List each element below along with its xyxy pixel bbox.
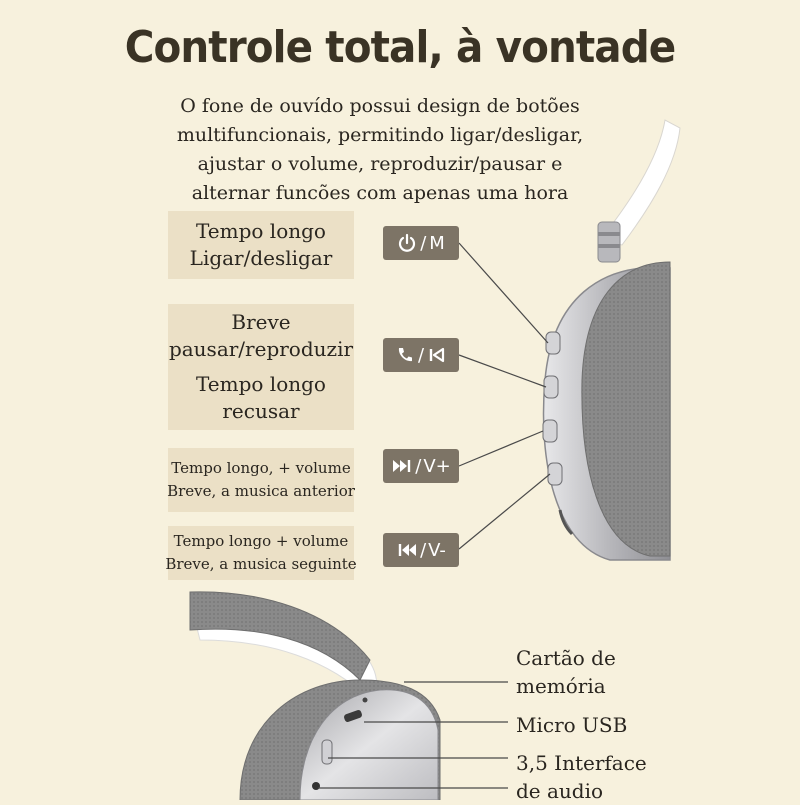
play-call-label-box: [168, 304, 354, 430]
page-title: Controle total, à vontade: [124, 22, 676, 73]
description-line: alternar funcões com apenas uma hora: [191, 182, 569, 204]
label-line: Tempo longo + volume: [173, 532, 349, 550]
micro-usb-label: [516, 711, 627, 739]
description-line: multifuncionais, permitindo ligar/desligar,: [176, 124, 584, 146]
mode-icon: M: [429, 232, 445, 254]
memory-card-label: [516, 644, 616, 700]
next-volume-label-box: [168, 448, 354, 512]
label-line: Breve: [231, 310, 291, 334]
label-line: Tempo longo: [196, 372, 326, 396]
description-line: O fone de ouvído possui design de botões: [180, 95, 580, 117]
label-line: Tempo longo, + volume: [171, 459, 351, 477]
label-line: memória: [516, 674, 606, 698]
control-callout-lines: [459, 243, 550, 549]
headband-connector: [598, 222, 620, 262]
audio-jack-label: [516, 749, 647, 805]
slash-icon: /: [420, 232, 427, 254]
description-line: ajustar o volume, reproduzir/pausar e: [197, 153, 563, 175]
previous-track-icon: [396, 540, 418, 560]
next-volume-up-icon: [383, 449, 459, 483]
next-track-icon: [391, 456, 413, 476]
power-label-box: [168, 211, 354, 279]
slash-icon: /: [415, 455, 422, 477]
description: [150, 92, 610, 208]
label-line: 3,5 Interface: [516, 751, 647, 775]
phone-icon: [395, 345, 415, 365]
label-line: Micro USB: [516, 713, 628, 737]
previous-volume-label-box: [165, 526, 357, 580]
label-line: de audio: [516, 779, 604, 803]
slash-icon: /: [420, 539, 427, 561]
label-line: pausar/reproduzir: [168, 337, 354, 361]
play-pause-icon: [427, 345, 447, 365]
slash-icon: /: [417, 344, 425, 366]
power-mode-icon: [383, 226, 459, 260]
label-line: Breve, a musica seguinte: [165, 555, 357, 573]
phone-play-icon: [383, 338, 459, 372]
power-icon: [397, 233, 417, 253]
earcup-bottom: [190, 592, 440, 800]
volume-up-icon: V+: [423, 455, 451, 477]
label-line: Breve, a musica anterior: [167, 482, 355, 500]
label-line: recusar: [222, 399, 300, 423]
volume-down-icon: V-: [428, 539, 446, 561]
label-line: Ligar/desligar: [189, 246, 333, 270]
label-line: Tempo longo: [196, 219, 326, 243]
previous-volume-down-icon: [383, 533, 459, 567]
label-line: Cartão de: [516, 646, 616, 670]
